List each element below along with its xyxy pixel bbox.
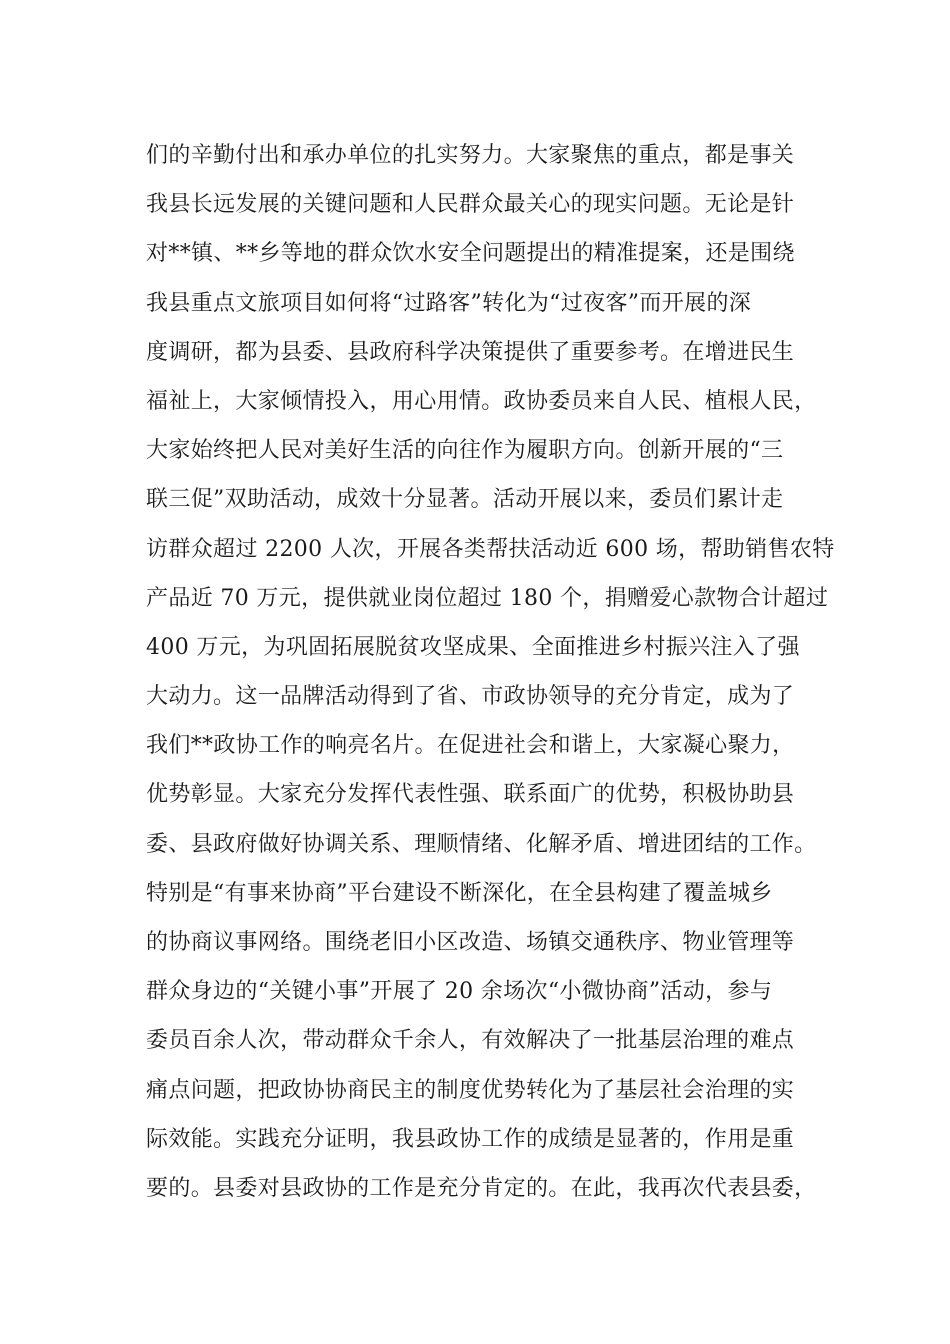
- text-line: 对**镇、**乡等地的群众饮水安全问题提出的精准提案，还是围绕: [146, 241, 795, 267]
- text-line: 我县长远发展的关键问题和人民群众最关心的现实问题。无论是针: [146, 192, 795, 218]
- text-line: 要的。县委对县政协的工作是充分肯定的。在此，我再次代表县委，: [146, 1175, 817, 1201]
- text-line: 福祉上，大家倾情投入，用心用情。政协委员来自人民、植根人民，: [146, 388, 817, 414]
- text-line: 我县重点文旅项目如何将“过路客”转化为“过夜客”而开展的深: [146, 290, 752, 316]
- text-line: 产品近 70 万元，提供就业岗位超过 180 个，捐赠爱心款物合计超过: [146, 585, 829, 611]
- text-line: 大家始终把人民对美好生活的向往作为履职方向。创新开展的“三: [146, 438, 784, 464]
- text-line: 的协商议事网络。围绕老旧小区改造、场镇交通秩序、物业管理等: [146, 930, 795, 955]
- text-line: 度调研，都为县委、县政府科学决策提供了重要参考。在增进民生: [146, 339, 795, 365]
- text-line: 400 万元，为巩固拓展脱贫攻坚成果、全面推进乡村振兴注入了强: [146, 634, 800, 660]
- text-line: 我们**政协工作的响亮名片。在促进社会和谐上，大家凝心聚力，: [146, 733, 795, 759]
- text-line: 访群众超过 2200 人次，开展各类帮扶活动近 600 场，帮助销售农特: [146, 536, 835, 562]
- text-line: 大动力。这一品牌活动得到了省、市政协领导的充分肯定，成为了: [146, 684, 795, 710]
- text-line: 们的辛勤付出和承办单位的扎实努力。大家聚焦的重点，都是事关: [146, 143, 795, 168]
- text-line: 委员百余人次，带动群众千余人，有效解决了一批基层治理的难点: [146, 1028, 795, 1054]
- text-line: 痛点问题，把政协协商民主的制度优势转化为了基层社会治理的实: [146, 1077, 795, 1103]
- body-paragraph: [146, 131, 836, 1213]
- text-line: 际效能。实践充分证明，我县政协工作的成绩是显著的，作用是重: [146, 1126, 795, 1152]
- text-line: 优势彰显。大家充分发挥代表性强、联系面广的优势，积极协助县: [146, 782, 795, 808]
- text-line: 特别是“有事来协商”平台建设不断深化，在全县构建了覆盖城乡: [146, 880, 773, 906]
- text-line: 联三促”双助活动，成效十分显著。活动开展以来，委员们累计走: [146, 487, 784, 513]
- text-line: 群众身边的“关键小事”开展了 20 余场次“小微协商”活动，参与: [146, 979, 773, 1005]
- text-line: 委、县政府做好协调关系、理顺情绪、化解矛盾、增进团结的工作。: [146, 831, 817, 857]
